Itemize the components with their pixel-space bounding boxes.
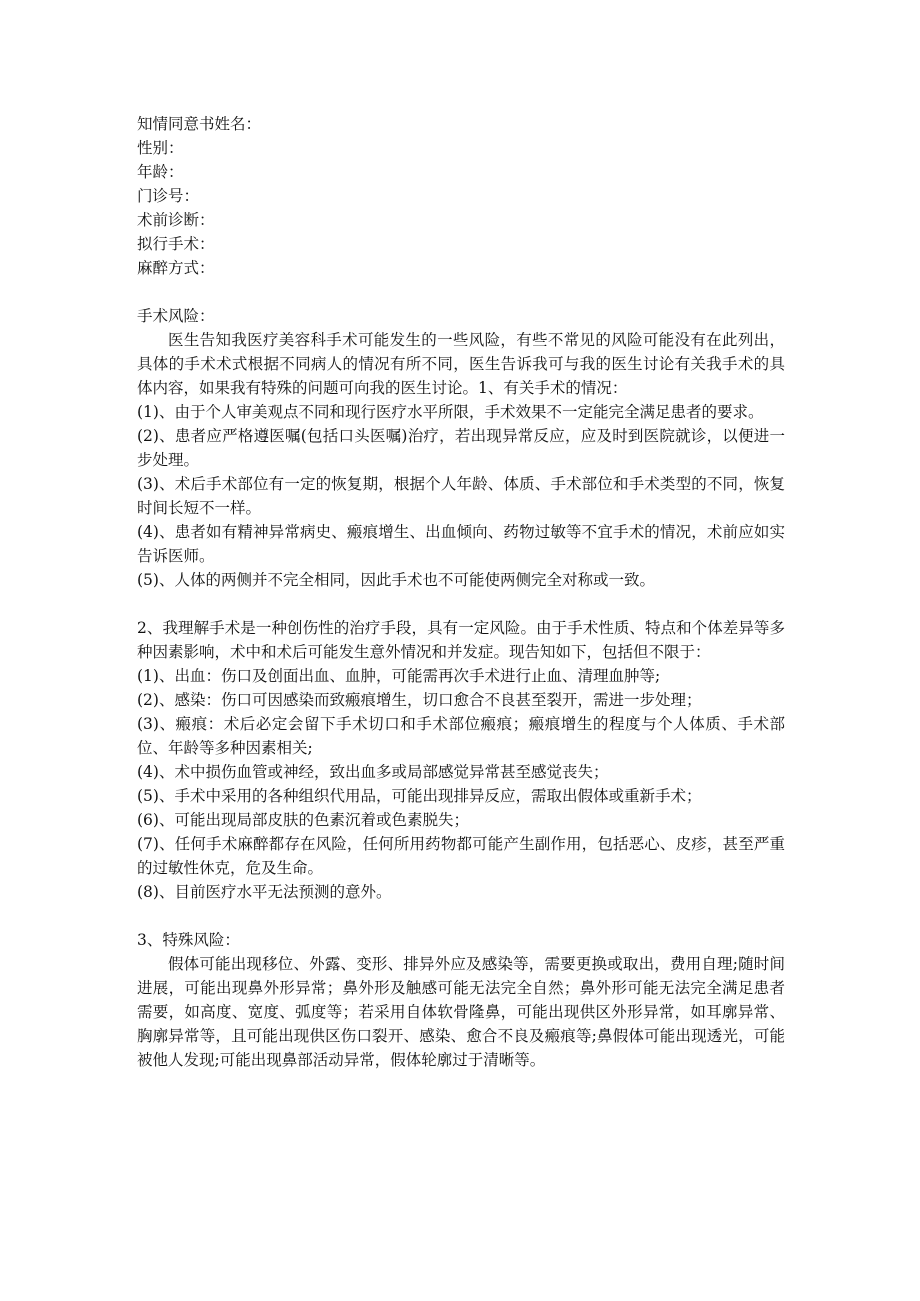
risk-item-3: (3)、术后手术部位有一定的恢复期，根据个人年龄、体质、手术部位和手术类型的不同，恢复时间长短不一样。 [137, 475, 785, 517]
spacer [137, 904, 785, 928]
risk-item-4: (4)、患者如有精神异常病史、瘢痕增生、出血倾向、药物过敏等不宜手术的情况，术前应如实告诉医师。 [137, 523, 785, 565]
spacer [137, 592, 785, 616]
surgical-risk-heading: 手术风险： [137, 307, 215, 325]
risk-item-1: (1)、由于个人审美观点不同和现行医疗水平所限，手术效果不一定能完全满足患者的要求。 [137, 403, 764, 421]
anesthesia-method-label: 麻醉方式： [137, 259, 215, 277]
surgical-risk-intro: 医生告知我医疗美容科手术可能发生的一些风险，有些不常见的风险可能没有在此列出，具体的手术术式根据不同病人的情况有所不同，医生告诉我可与我的医生讨论有关我手术的具体内容，如果我有特殊的问题可向我的医生讨论。1、有关手术的情况： [137, 331, 785, 397]
spacer [137, 280, 785, 304]
section-2-intro: 2、我理解手术是一种创伤性的治疗手段，具有一定风险。由于手术性质、特点和个体差异等多种因素影响，术中和术后可能发生意外情况和并发症。现告知如下，包括但不限于： [137, 619, 785, 661]
complication-item-5: (5)、手术中采用的各种组织代用品，可能出现排异反应，需取出假体或重新手术； [137, 787, 702, 805]
special-risk-heading: 3、特殊风险： [137, 931, 240, 949]
pre-op-diagnosis-label: 术前诊断： [137, 211, 215, 229]
planned-surgery-label: 拟行手术： [137, 235, 215, 253]
patient-name-label: 知情同意书姓名： [137, 115, 262, 133]
age-label: 年龄： [137, 163, 184, 181]
risk-item-5: (5)、人体的两侧并不完全相同，因此手术也不可能使两侧完全对称或一致。 [137, 571, 655, 589]
complication-item-7: (7)、任何手术麻醉都存在风险，任何所用药物都可能产生副作用，包括恶心、皮疹，甚至严重的过敏性休克，危及生命。 [137, 835, 785, 877]
clinic-number-label: 门诊号： [137, 187, 200, 205]
complication-item-4: (4)、术中损伤血管或神经，致出血多或局部感觉异常甚至感觉丧失； [137, 763, 609, 781]
special-risk-body: 假体可能出现移位、外露、变形、排异外应及感染等，需要更换或取出，费用自理;随时间进展，可能出现鼻外形异常；鼻外形及触感可能无法完全自然；鼻外形可能无法完全满足患者需要，如高度、宽度、弧度等；若采用自体软骨隆鼻，可能出现供区外形异常，如耳廓异常、胸廓异常等，且可能出现供区伤口裂开、感染、愈合不良及瘢痕等;鼻假体可能出现透光，可能被他人发现;可能出现鼻部活动异常，假体轮廓过于清晰等。 [137, 955, 785, 1069]
consent-document [137, 112, 785, 1072]
complication-item-3: (3)、瘢痕：术后必定会留下手术切口和手术部位瘢痕；瘢痕增生的程度与个人体质、手术部位、年龄等多种因素相关; [137, 715, 785, 757]
complication-item-2: (2)、感染：伤口可因感染而致瘢痕增生，切口愈合不良甚至裂开，需进一步处理； [137, 691, 702, 709]
risk-item-2: (2)、患者应严格遵医嘱(包括口头医嘱)治疗，若出现异常反应，应及时到医院就诊，以便进一步处理。 [137, 427, 785, 469]
complication-item-1: (1)、出血：伤口及创面出血、血肿，可能需再次手术进行止血、清理血肿等; [137, 667, 661, 685]
gender-label: 性别： [137, 139, 184, 157]
complication-item-8: (8)、目前医疗水平无法预测的意外。 [137, 883, 392, 901]
complication-item-6: (6)、可能出现局部皮肤的色素沉着或色素脱失； [137, 811, 469, 829]
